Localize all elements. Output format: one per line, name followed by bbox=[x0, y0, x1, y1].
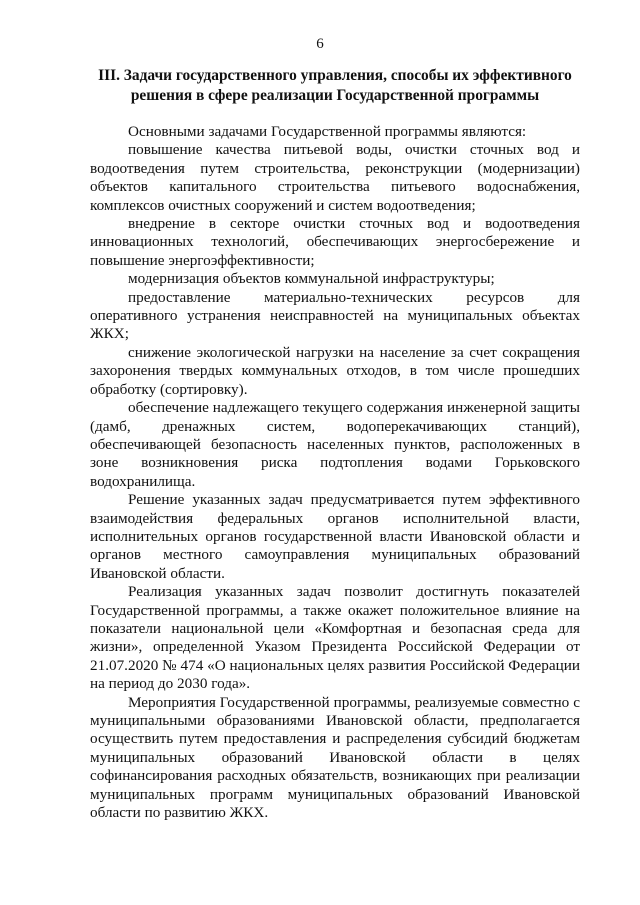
page-number: 6 bbox=[316, 36, 324, 52]
paragraph-indicators: Реализация указанных задач позволит достигнуть показателей Государственной программы, а также окажет положительное влияние на показатели национальной цели «Комфортная и безопасная среда для жизни», определенной Указом Президента Российской Федерации от 21.07.2020 № 474 «О национальных целях развития Российской Федерации на период до 2030 года». bbox=[90, 583, 580, 693]
paragraph-subsidies: Мероприятия Государственной программы, реализуемые совместно с муниципальными образованиями Ивановской области, предполагается осуществить путем предоставления и распределения субсидий бюджетам муниципальных образований Ивановской области в целях софинансирования расходных обязательств, возникающих при реализации муниципальных программ муниципальных образований Ивановской области по развитию ЖКХ. bbox=[90, 693, 580, 822]
paragraph-task-protection: обеспечение надлежащего текущего содержания инженерной защиты (дамб, дренажных систем, водоперекачивающих станций), обеспечивающей безопасность населенных пунктов, расположенных в зоне возникновения риска подтопления водами Горьковского водохранилища. bbox=[90, 399, 580, 490]
paragraph-intro: Основными задачами Государственной программы являются: bbox=[128, 123, 527, 140]
document-body bbox=[90, 120, 580, 822]
paragraph-interaction: Решение указанных задач предусматривается путем эффективного взаимодействия федеральных органов исполнительной власти, исполнительных органов государственной власти Ивановской области и органов местного самоуправления муниципальных образований Ивановской области. bbox=[90, 491, 580, 582]
paragraph-task-ecology: снижение экологической нагрузки на население за счет сокращения захоронения твердых коммунальных отходов, в том числе прошедших обработку (сортировку). bbox=[90, 343, 580, 398]
paragraph-task-resources: предоставление материально-технических ресурсов для оперативного устранения неисправностей на муниципальных объектах ЖКХ; bbox=[90, 288, 580, 343]
paragraph-task-modernization: модернизация объектов коммунальной инфраструктуры; bbox=[128, 270, 495, 288]
paragraph-task-water-quality: повышение качества питьевой воды, очистки сточных вод и водоотведения путем строительства, реконструкции (модернизации) объектов капитального строительства питьевого водоснабжения, комплексов очистных сооружений и систем водоотведения; bbox=[90, 141, 580, 214]
paragraph-task-innovation: внедрение в секторе очистки сточных вод и водоотведения инновационных технологий, обеспечивающих энергосбережение и повышение энергоэффективности; bbox=[90, 215, 580, 269]
section-title: III. Задачи государственного управления, способы их эффективного решения в сфере реализации Государственной программы bbox=[98, 67, 572, 104]
